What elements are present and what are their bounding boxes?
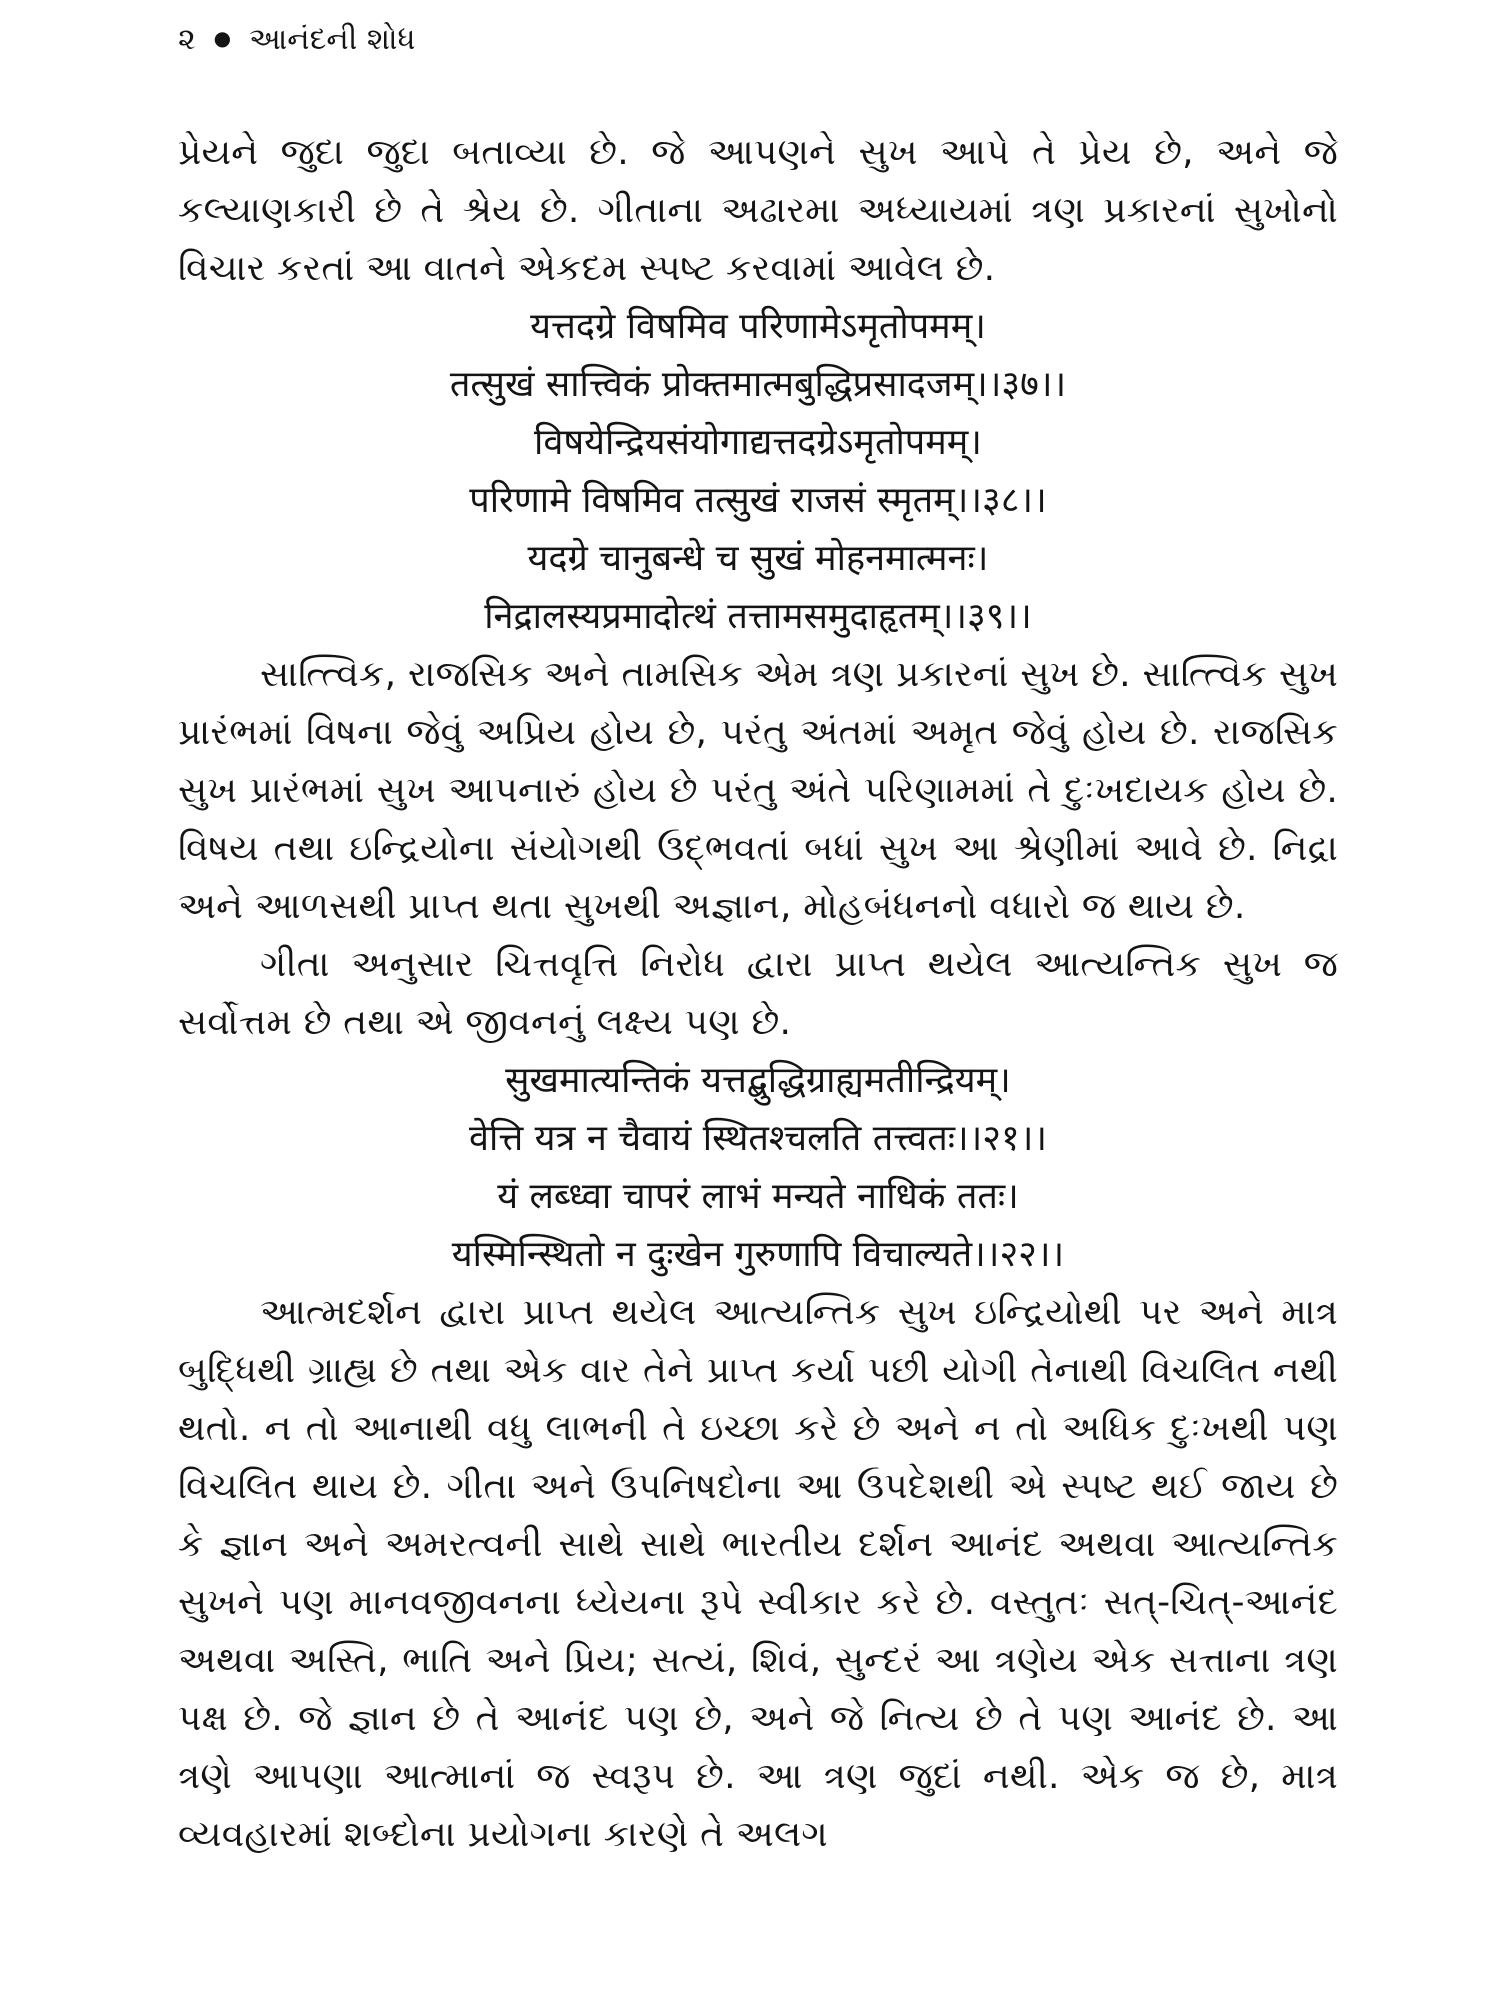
running-title: આનંદની શોધ	[249, 22, 416, 57]
page-body	[178, 124, 1338, 1864]
verse-block-1	[178, 298, 1338, 646]
verse-line: विषयेन्द्रियसंयोगाद्यत्तदग्रेऽमृतोपमम्।	[534, 422, 982, 463]
verse-line: यत्तदग्रे विषमिव परिणामेऽमृतोपमम्।	[530, 306, 986, 347]
paragraph-1: પ્રેયને જુદા જુદા બતાવ્યા છે. જે આપણને સુખ આપે તે પ્રેય છે, અને જે કલ્યાણકારી છે તે શ્રેય છે. ગીતાના અઢારમા અધ્યાયમાં ત્રણ પ્રકારનાં સુખોનો વિચાર કરતાં આ વાતને એકદમ સ્પષ્ટ કરવામાં આવેલ છે.	[178, 132, 1338, 289]
verse-line: निद्रालस्यप्रमादोत्थं तत्तामसमुदाहृतम्।।३९।।	[484, 596, 1032, 637]
verse-line: तत्सुखं सात्त्विकं प्रोक्तमात्मबुद्धिप्रसादजम्।।३७।।	[449, 364, 1067, 405]
verse-line: यदग्रे चानुबन्धे च सुखं मोहनमात्मनः।	[527, 538, 989, 579]
verse-line: यस्मिन्स्थितो न दुःखेन गुरुणापि विचाल्यते।।२२।।	[451, 1234, 1065, 1275]
verse-block-2	[178, 1052, 1338, 1284]
paragraph-2: સાત્ત્વિક, રાજસિક અને તામસિક એમ ત્રણ પ્રકારનાં સુખ છે. સાત્ત્વિક સુખ પ્રારંભમાં વિષના જેવું અપ્રિય હોય છે, પરંતુ અંતમાં અમૃત જેવું હોય છે. રાજસિક સુખ પ્રારંભમાં સુખ આપનારું હોય છે પરંતુ અંતે પરિણામમાં તે દુઃખદાયક હોય છે. વિષય તથા ઇન્દ્રિયોના સંયોગથી ઉદ્‌ભવતાં બધાં સુખ આ શ્રેણીમાં આવે છે. નિદ્રા અને આળસથી પ્રાપ્ત થતા સુખથી અજ્ઞાન, મોહબંધનનો વધારો જ થાય છે.	[178, 654, 1338, 927]
verse-line: यं लब्ध्वा चापरं लाभं मन्यते नाधिकं ततः।	[497, 1176, 1019, 1217]
verse-line: परिणामे विषमिव तत्सुखं राजसं स्मृतम्।।३८।।	[469, 480, 1047, 521]
page-header	[178, 22, 415, 57]
page-number: ૨	[178, 22, 196, 57]
verse-line: सुखमात्यन्तिकं यत्तद्बुद्धिग्राह्यमतीन्द्रियम्।	[505, 1060, 1011, 1101]
paragraph-3: ગીતા અનુસાર ચિત્તવૃત્તિ નિરોધ દ્વારા પ્રાપ્ત થયેલ આત્યન્તિક સુખ જ સર્વોત્તમ છે તથા એ જીવનનું લક્ષ્ય પણ છે.	[178, 944, 1338, 1043]
header-bullet-icon: ●	[213, 25, 232, 50]
verse-line: वेत्ति यत्र न चैवायं स्थितश्चलति तत्त्वतः।।२१।।	[468, 1118, 1048, 1159]
paragraph-4: આત્મદર્શન દ્વારા પ્રાપ્ત થયેલ આત્યન્તિક સુખ ઇન્દ્રિયોથી પર અને માત્ર બુદ્ધિથી ગ્રાહ્ય છે તથા એક વાર તેને પ્રાપ્ત કર્યા પછી યોગી તેનાથી વિચલિત નથી થતો. ન તો આનાથી વધુ લાભની તે ઇચ્છા કરે છે અને ન તો અધિક દુઃખથી પણ વિચલિત થાય છે. ગીતા અને ઉપનિષદોના આ ઉપદેશથી એ સ્પષ્ટ થઈ જાય છે કે જ્ઞાન અને અમરત્વની સાથે સાથે ભારતીય દર્શન આનંદ અથવા આત્યન્તિક સુખને પણ માનવજીવનના ધ્યેયના રૂપે સ્વીકાર કરે છે. વસ્તુતઃ સત્‌-ચિત્‌-આનંદ અથવા અસ્તિ, ભાતિ અને પ્રિય; સત્યં, શિવં, સુન્દરં આ ત્રણેય એક સત્તાના ત્રણ પક્ષ છે. જે જ્ઞાન છે તે આનંદ પણ છે, અને જે નિત્ય છે તે પણ આનંદ છે. આ ત્રણે આપણા આત્માનાં જ સ્વરૂપ છે. આ ત્રણ જુદાં નથી. એક જ છે, માત્ર વ્યવહારમાં શબ્દોના પ્રયોગના કારણે તે અલગ	[178, 1292, 1338, 1855]
